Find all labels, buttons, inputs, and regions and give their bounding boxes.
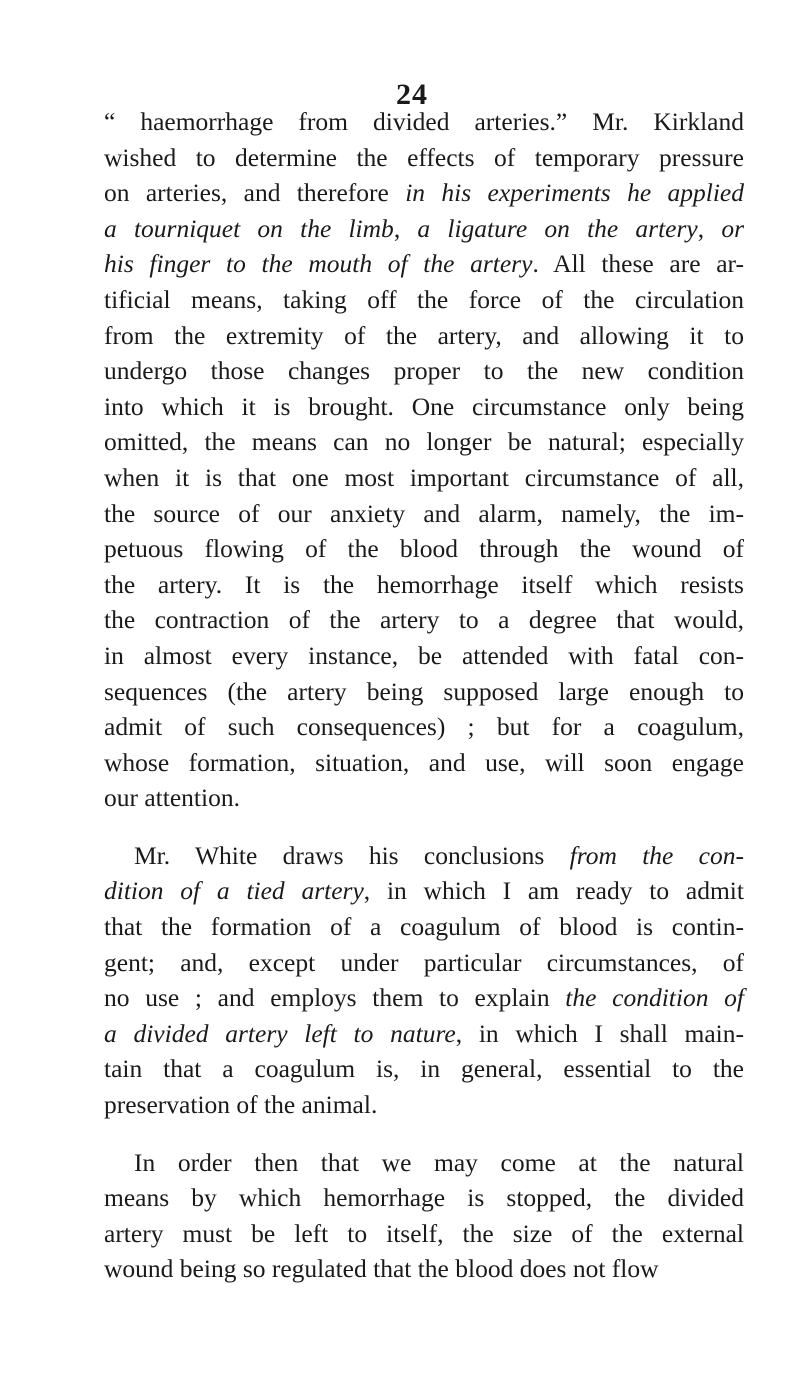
text-span: artery must be left to itself, the size of the external (104, 1218, 744, 1248)
text-span: “ haemorrhage from divided arteries.” Mr. Kirkland (104, 107, 744, 136)
text-line (104, 1016, 744, 1052)
text-line (104, 1087, 744, 1123)
text-span: that the formation of a coagulum of blood is contin- (104, 912, 744, 942)
text-span: the artery. It is the hemorrhage itself which resists (104, 569, 744, 599)
italic-text: a tourniquet on the limb (104, 213, 394, 243)
text-line (104, 531, 744, 567)
text-line (104, 140, 744, 176)
text-line (104, 945, 744, 981)
text-span: , in which I am ready to admit (363, 876, 744, 906)
italic-text: a divided artery left to nature (104, 1018, 456, 1048)
paragraph (104, 104, 744, 816)
paragraph-gap (104, 1123, 744, 1145)
text-span: preservation of the animal. (104, 1090, 378, 1120)
italic-text: dition of a tied artery (104, 876, 364, 906)
page-number: 24 (396, 78, 428, 111)
text-line (104, 246, 744, 282)
text-span: our attention. (104, 783, 240, 813)
italic-text: the condition of (565, 983, 745, 1013)
text-span: , (697, 213, 722, 243)
text-line (104, 745, 744, 781)
text-span: Mr. White draws his conclusions (134, 840, 570, 870)
text-span: , (393, 213, 418, 243)
text-span: undergo those changes proper to the new condition (104, 356, 744, 386)
text-line (104, 104, 744, 140)
text-line (104, 602, 744, 638)
text-span: tificial means, taking off the force of the circulation (104, 284, 744, 314)
text-span: no use ; and employs them to explain (104, 983, 566, 1013)
text-span: the source of our anxiety and alarm, namely, the im- (104, 498, 744, 528)
text-span: In order then that we may come at the natural (134, 1147, 744, 1177)
text-line (104, 838, 744, 874)
italic-text: from the con- (569, 840, 744, 870)
text-line (104, 424, 744, 460)
text-line (104, 389, 744, 425)
text-line (104, 567, 744, 603)
italic-text: a ligature on the artery (417, 213, 698, 243)
body-text (104, 104, 744, 1287)
text-span: the contraction of the artery to a degree that would, (104, 605, 744, 635)
paragraph (104, 838, 744, 1123)
italic-text: his finger to the mouth of the artery (104, 249, 533, 279)
text-line (104, 709, 744, 745)
text-line (104, 1251, 744, 1287)
text-line (104, 353, 744, 389)
text-span: . All these are ar- (532, 249, 744, 279)
italic-text: or (721, 213, 745, 243)
text-span: omitted, the means can no longer be natural; especially (104, 427, 744, 457)
text-span: tain that a coagulum is, in general, essential to the (104, 1054, 744, 1084)
text-line (104, 980, 744, 1016)
text-line (104, 282, 744, 318)
text-line (104, 1051, 744, 1087)
text-span: means by which hemorrhage is stopped, the divided (104, 1183, 744, 1213)
text-line (104, 496, 744, 532)
text-span: on arteries, and therefore (104, 178, 406, 208)
text-line (104, 460, 744, 496)
text-line (104, 1216, 744, 1252)
text-line (104, 638, 744, 674)
text-line (104, 1145, 744, 1181)
text-line (104, 175, 744, 211)
text-line (104, 873, 744, 909)
text-line (104, 318, 744, 354)
text-span: when it is that one most important circumstance of all, (104, 462, 744, 492)
text-span: whose formation, situation, and use, will soon engage (104, 747, 744, 777)
text-span: , in which I shall main- (455, 1018, 744, 1048)
text-span: into which it is brought. One circumstance only being (104, 391, 744, 421)
paragraph (104, 1145, 744, 1287)
text-line (104, 780, 744, 816)
text-span: wished to determine the effects of temporary pressure (104, 142, 744, 172)
italic-text: in his experiments he applied (405, 178, 744, 208)
text-line (104, 1180, 744, 1216)
text-span: petuous flowing of the blood through the wound of (104, 534, 744, 564)
text-span: sequences (the artery being supposed large enough to (104, 676, 744, 706)
text-span: wound being so regulated that the blood does not flow (104, 1254, 659, 1284)
text-span: admit of such consequences) ; but for a coagulum, (104, 712, 744, 742)
text-line (104, 909, 744, 945)
text-span: from the extremity of the artery, and allowing it to (104, 320, 744, 350)
text-span: in almost every instance, be attended with fatal con- (104, 640, 744, 670)
text-span: gent; and, except under particular circumstances, of (104, 947, 744, 977)
text-line (104, 211, 744, 247)
text-line (104, 674, 744, 710)
paragraph-gap (104, 816, 744, 838)
